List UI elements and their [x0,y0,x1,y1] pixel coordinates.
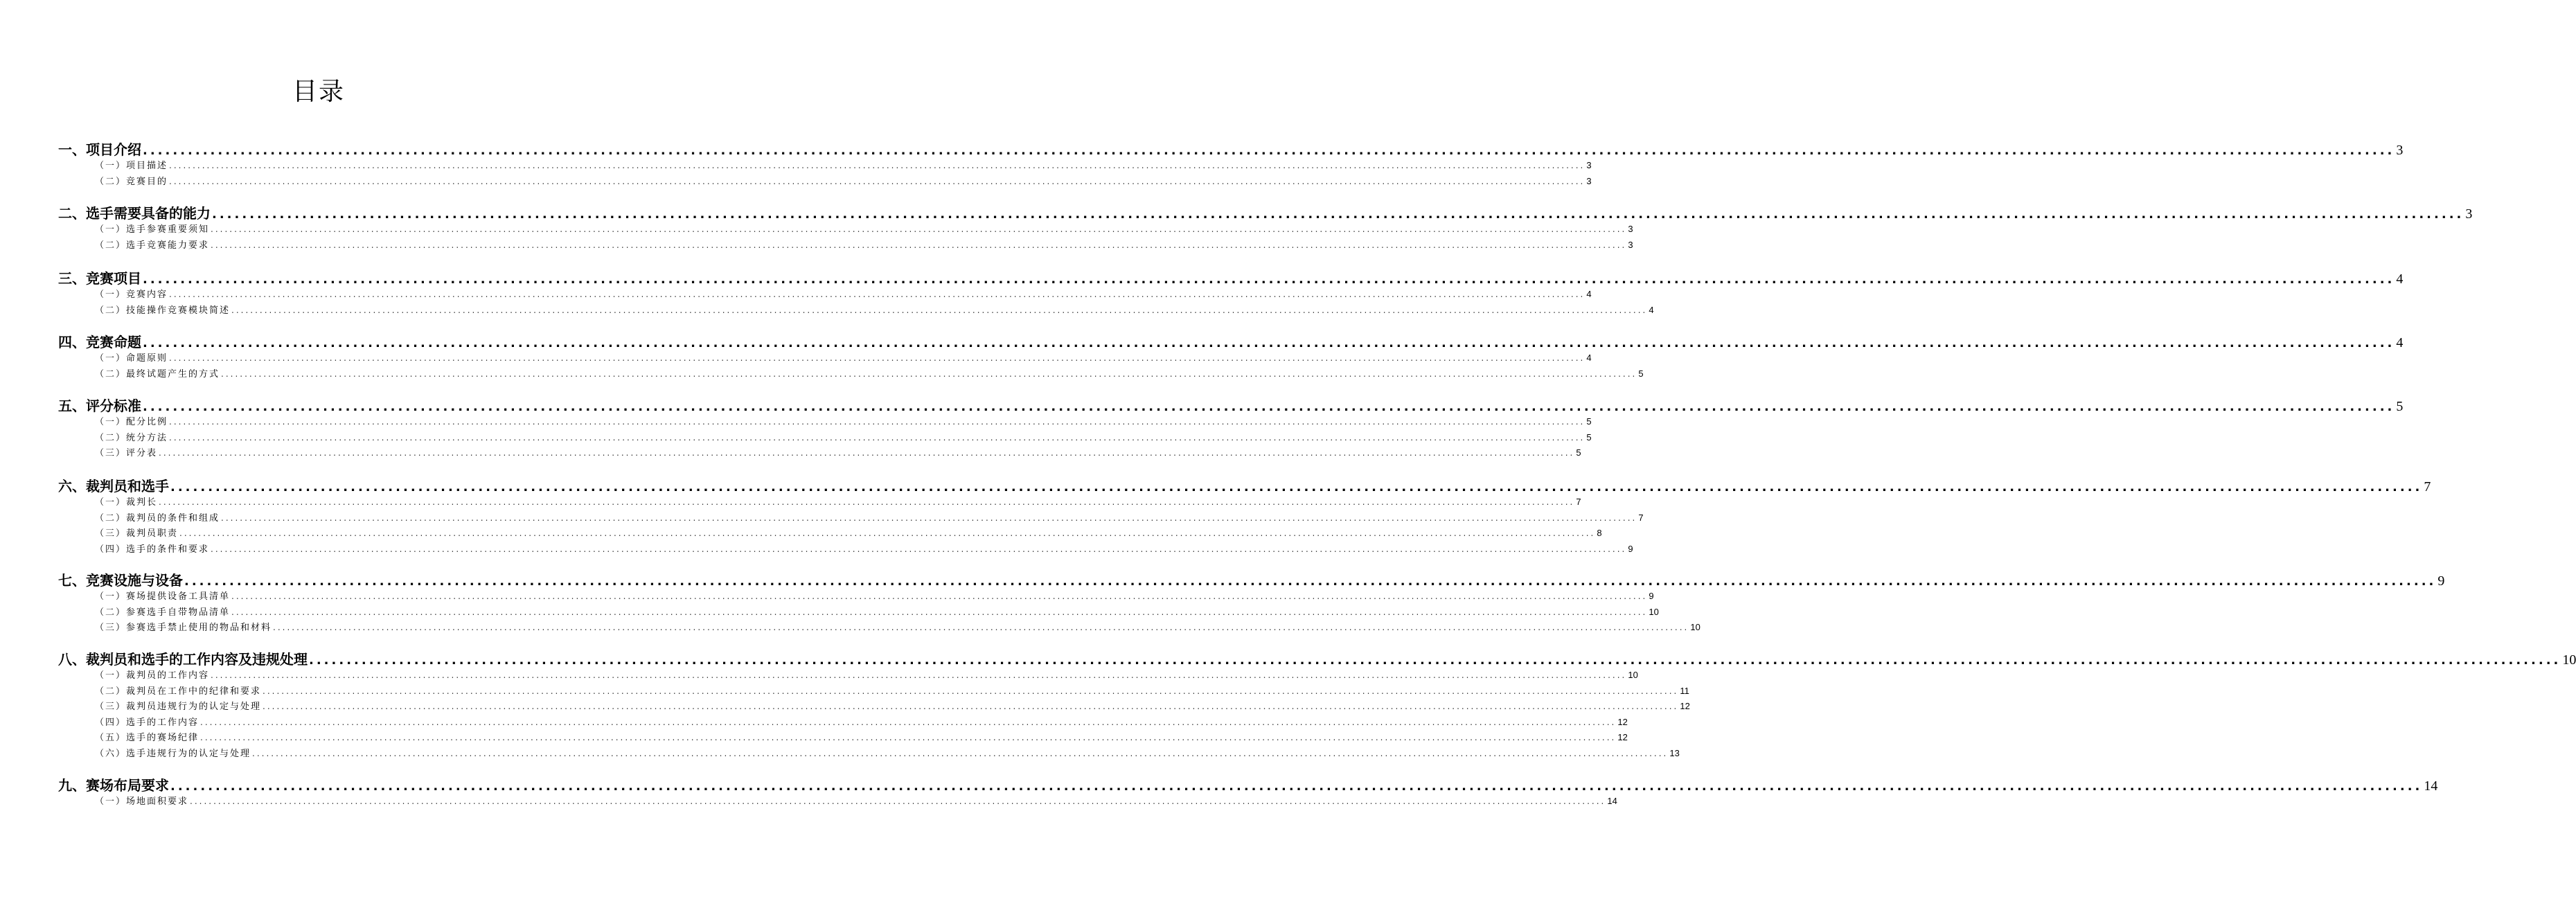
toc-page-number: 8 [1597,528,1602,538]
toc-subsection-entry[interactable] [95,287,1592,300]
toc-section-entry[interactable] [58,331,2404,351]
toc-subsection-entry[interactable] [95,174,1592,187]
toc-page-number: 5 [2396,399,2404,414]
toc-entry-label: （一）赛场提供设备工具清单 [95,591,231,602]
toc-page-number: 4 [1586,353,1592,363]
toc-entry-label: （三）参赛选手禁止使用的物品和材料 [95,623,272,633]
toc-entry-label: （三）裁判员违规行为的认定与处理 [95,702,262,712]
toc-subsection-entry[interactable] [95,445,1581,458]
toc-dot-leader: ............................................................................................................................................................................................................................................................................................................ [221,512,1637,523]
toc-dot-leader: ............................................................................................................................................................................................................................................................................................................ [159,448,1575,458]
toc-entry-label: （二）选手竞赛能力要求 [95,240,210,251]
toc-entry-label: （一）场地面积要求 [95,796,189,807]
toc-subsection-entry[interactable] [95,794,1617,807]
toc-section-entry[interactable] [58,475,2431,495]
toc-subsection-entry[interactable] [95,430,1592,443]
toc-entry-label: （二）技能操作竞赛模块简述 [95,305,231,316]
toc-page-number: 5 [1586,431,1592,443]
toc-dot-leader: ............................................................................................................................................................................................................................................................................................................ [231,305,1648,315]
toc-page-number: 4 [1649,304,1654,315]
toc-entry-label: 一、项目介绍 [58,141,141,158]
toc-section-entry[interactable] [58,395,2404,415]
toc-dot-leader: ............................................................................................................................................................................................................................................................................................................ [143,400,2395,414]
toc-subsection-entry[interactable] [95,730,1628,743]
toc-page-number: 9 [1649,591,1654,601]
toc-section-entry[interactable] [58,139,2404,159]
toc-entry-label: （三）裁判员职责 [95,528,179,539]
toc-page-number: 9 [2437,573,2445,589]
toc-dot-leader: ............................................................................................................................................................................................................................................................................................................ [231,591,1648,601]
toc-dot-leader: ............................................................................................................................................................................................................................................................................................................ [211,224,1627,234]
toc-entry-label: 八、裁判员和选手的工作内容及违规处理 [58,651,308,668]
toc-dot-leader: ............................................................................................................................................................................................................................................................................................................ [211,240,1627,250]
page-title: 目录 [292,78,345,106]
toc-subsection-entry[interactable] [95,715,1628,728]
toc-entry-label: （二）参赛选手自带物品清单 [95,607,231,618]
toc-page-number: 5 [1576,447,1581,458]
toc-page-number: 12 [1617,716,1628,727]
toc-entry-label: 二、选手需要具备的能力 [58,205,211,222]
toc-subsection-entry[interactable] [95,526,1602,539]
toc-dot-leader: ............................................................................................................................................................................................................................................................................................................ [179,528,1596,538]
toc-dot-leader: ............................................................................................................................................................................................................................................................................................................ [211,544,1627,554]
toc-entry-label: （一）项目描述 [95,161,168,171]
toc-entry-label: （二）最终试题产生的方式 [95,368,220,380]
toc-subsection-entry[interactable] [95,414,1592,427]
toc-subsection-entry[interactable] [95,699,1690,712]
toc-dot-leader: ............................................................................................................................................................................................................................................................................................................ [169,417,1585,427]
toc-dot-leader: ............................................................................................................................................................................................................................................................................................................ [263,702,1679,711]
toc-entry-label: （二）裁判员在工作中的纪律和要求 [95,686,262,697]
toc-entry-label: （五）选手的赛场纪律 [95,733,199,743]
toc-dot-leader: ............................................................................................................................................................................................................................................................................................................ [169,353,1585,363]
toc-page-number: 10 [1628,670,1638,680]
toc-page-number: 3 [1628,224,1633,234]
toc-dot-leader: ............................................................................................................................................................................................................................................................................................................ [231,607,1648,617]
toc-subsection-entry[interactable] [95,746,1680,759]
toc-dot-leader: ............................................................................................................................................................................................................................................................................................................ [169,432,1585,443]
toc-subsection-entry[interactable] [95,542,1633,555]
toc-entry-label: （一）裁判长 [95,497,158,508]
toc-entry-label: （一）选手参赛重要须知 [95,224,210,235]
toc-page-number: 12 [1680,701,1690,711]
toc-page-number: 7 [2424,479,2431,494]
toc-entry-label: （六）选手违规行为的认定与处理 [95,748,251,759]
toc-section-entry[interactable] [58,774,2438,794]
toc-entry-label: （一）配分比例 [95,417,168,427]
toc-entry-label: （三）评分表 [95,448,158,458]
toc-page-number: 9 [1628,543,1633,554]
toc-dot-leader: ............................................................................................................................................................................................................................................................................................................ [143,272,2395,287]
toc-subsection-entry[interactable] [95,350,1592,364]
toc-subsection-entry[interactable] [95,494,1581,508]
toc-page-number: 5 [1586,416,1592,427]
toc-section-entry[interactable] [58,569,2445,589]
toc-page-number: 4 [2396,335,2404,350]
toc-entry-label: 七、竞赛设施与设备 [58,572,183,589]
toc-entry-label: （二）竞赛目的 [95,176,168,187]
toc-dot-leader: ............................................................................................................................................................................................................................................................................................................ [252,748,1669,758]
toc-dot-leader: ............................................................................................................................................................................................................................................................................................................ [169,289,1585,299]
toc-page-number: 14 [2424,778,2438,794]
toc-page-number: 10 [2562,652,2576,668]
toc-dot-leader: ............................................................................................................................................................................................................................................................................................................ [273,623,1689,632]
toc-subsection-entry[interactable] [95,589,1654,602]
toc-page-number: 3 [1586,160,1592,170]
toc-dot-leader: ............................................................................................................................................................................................................................................................................................................ [143,143,2395,158]
toc-entry-label: 九、赛场布局要求 [58,777,169,794]
toc-page-number: 13 [1669,747,1680,758]
toc-entry-label: 五、评分标准 [58,398,141,414]
toc-page-number: 4 [1586,289,1592,299]
toc-entry-label: （二）裁判员的条件和组成 [95,512,220,524]
toc-entry-label: （四）选手的工作内容 [95,717,199,728]
toc-dot-leader: ............................................................................................................................................................................................................................................................................................................ [212,207,2464,222]
toc-dot-leader: ............................................................................................................................................................................................................................................................................................................ [170,480,2423,494]
toc-dot-leader: ............................................................................................................................................................................................................................................................................................................ [159,497,1575,507]
toc-dot-leader: ............................................................................................................................................................................................................................................................................................................ [200,717,1617,727]
toc-subsection-entry[interactable] [95,303,1654,316]
toc-entry-label: （一）命题原则 [95,353,168,364]
toc-dot-leader: ............................................................................................................................................................................................................................................................................................................ [211,670,1627,680]
toc-subsection-entry[interactable] [95,605,1659,618]
toc-section-entry[interactable] [58,202,2473,222]
toc-page-number: 3 [1628,239,1633,250]
toc-page-number: 5 [1638,368,1644,379]
toc-page-number: 7 [1576,497,1581,507]
toc-entry-label: （四）选手的条件和要求 [95,544,210,555]
toc-entry-label: （一）竞赛内容 [95,289,168,300]
toc-dot-leader: ............................................................................................................................................................................................................................................................................................................ [190,796,1606,806]
toc-subsection-entry[interactable] [95,684,1689,697]
toc-dot-leader: ............................................................................................................................................................................................................................................................................................................ [184,574,2437,589]
toc-page-number: 10 [1690,622,1700,632]
toc-subsection-entry[interactable] [95,668,1638,681]
toc-section-entry[interactable] [58,267,2404,287]
toc-page-number: 12 [1617,732,1628,742]
toc-dot-leader: ............................................................................................................................................................................................................................................................................................................ [170,779,2423,794]
toc-dot-leader: ............................................................................................................................................................................................................................................................................................................ [221,368,1637,379]
toc-dot-leader: ............................................................................................................................................................................................................................................................................................................ [169,161,1585,170]
toc-dot-leader: ............................................................................................................................................................................................................................................................................................................ [143,336,2395,350]
toc-subsection-entry[interactable] [95,620,1700,633]
toc-subsection-entry[interactable] [95,366,1644,380]
toc-entry-label: （二）统分方法 [95,432,168,443]
toc-subsection-entry[interactable] [95,222,1633,235]
toc-page-number: 10 [1649,606,1659,617]
toc-subsection-entry[interactable] [95,158,1592,171]
toc-entry-label: （一）裁判员的工作内容 [95,670,210,681]
toc-page-number: 7 [1638,512,1644,523]
toc-page-number: 4 [2396,271,2404,287]
toc-entry-label: 三、竞赛项目 [58,270,141,287]
toc-dot-leader: ............................................................................................................................................................................................................................................................................................................ [200,733,1617,742]
toc-page-number: 3 [2465,206,2473,222]
toc-subsection-entry[interactable] [95,510,1644,524]
toc-subsection-entry[interactable] [95,238,1633,251]
toc-page-number: 11 [1680,685,1689,696]
toc-dot-leader: ............................................................................................................................................................................................................................................................................................................ [263,686,1679,696]
toc-page-number: 3 [2396,143,2404,158]
toc-page-number: 14 [1607,796,1617,806]
toc-section-entry[interactable] [58,648,2576,668]
toc-entry-label: 六、裁判员和选手 [58,478,169,494]
toc-dot-leader: ............................................................................................................................................................................................................................................................................................................ [169,176,1585,186]
toc-dot-leader: ............................................................................................................................................................................................................................................................................................................ [309,653,2561,668]
toc-entry-label: 四、竞赛命题 [58,334,141,350]
toc-page-number: 3 [1586,175,1592,186]
